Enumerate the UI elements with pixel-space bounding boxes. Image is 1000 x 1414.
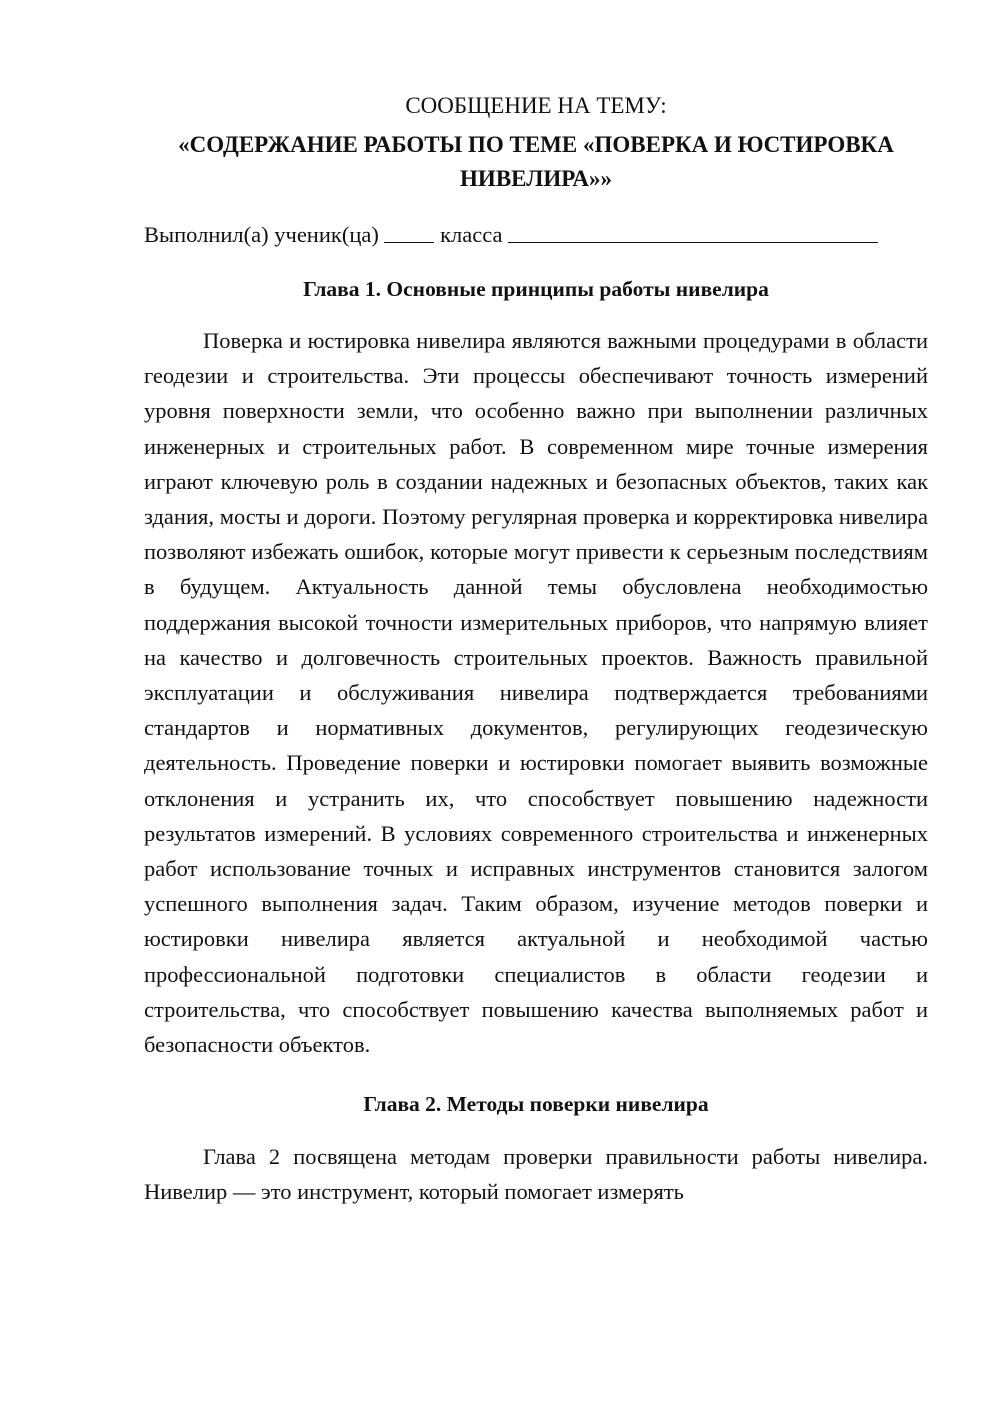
author-line bbox=[144, 217, 928, 251]
document-title: «СОДЕРЖАНИЕ РАБОТЫ ПО ТЕМЕ «ПОВЕРКА И ЮСТИРОВКА НИВЕЛИРА»» bbox=[178, 132, 894, 191]
author-line-class-label: класса bbox=[440, 222, 503, 247]
chapter-1-heading: Глава 1. Основные принципы работы нивелира bbox=[303, 277, 769, 301]
chapter-2-heading: Глава 2. Методы поверки нивелира bbox=[363, 1092, 709, 1117]
document-header: СООБЩЕНИЕ НА ТЕМУ: bbox=[405, 93, 667, 118]
chapter-1-paragraph: Поверка и юстировка нивелира являются важными процедурами в области геодезии и строительства. Эти процессы обеспечивают точность измерений уровня поверхности земли, что особенно важно при выполнении различных инженерных и строительных работ. В современном мире точные измерения играют ключевую роль в создании надежных и безопасных объектов, таких как здания, мосты и дороги. Поэтому регулярная проверка и корректировка нивелира позволяют избежать ошибок, которые могут привести к серьезным последствиям в будущем. Актуальность данной темы обусловлена необходимостью поддержания высокой точности измерительных приборов, что напрямую влияет на качество и долговечность строительных проектов. Важность правильной эксплуатации и обслуживания нивелира подтверждается требованиями стандартов и нормативных документов, регулирующих геодезическую деятельность. Проведение поверки и юстировки помогает выявить возможные отклонения и устранить их, что способствует повышению надежности результатов измерений. В условиях современного строительства и инженерных работ использование точных и исправных инструментов становится залогом успешного выполнения задач. Таким образом, изучение методов поверки и юстировки нивелира является актуальной и необходимой частью профессиональной подготовки специалистов в области геодезии и строительства, что способствует повышению качества выполняемых работ и безопасности объектов. bbox=[144, 328, 928, 1058]
chapter-2-paragraph: Глава 2 посвящена методам проверки правильности работы нивелира. Нивелир — это инструмент, который помогает измерять bbox=[144, 1144, 928, 1205]
class-blank-field[interactable] bbox=[384, 218, 434, 243]
author-line-prefix: Выполнил(а) ученик(ца) bbox=[144, 222, 379, 247]
name-blank-field[interactable] bbox=[508, 218, 878, 243]
document-page bbox=[144, 88, 928, 1210]
